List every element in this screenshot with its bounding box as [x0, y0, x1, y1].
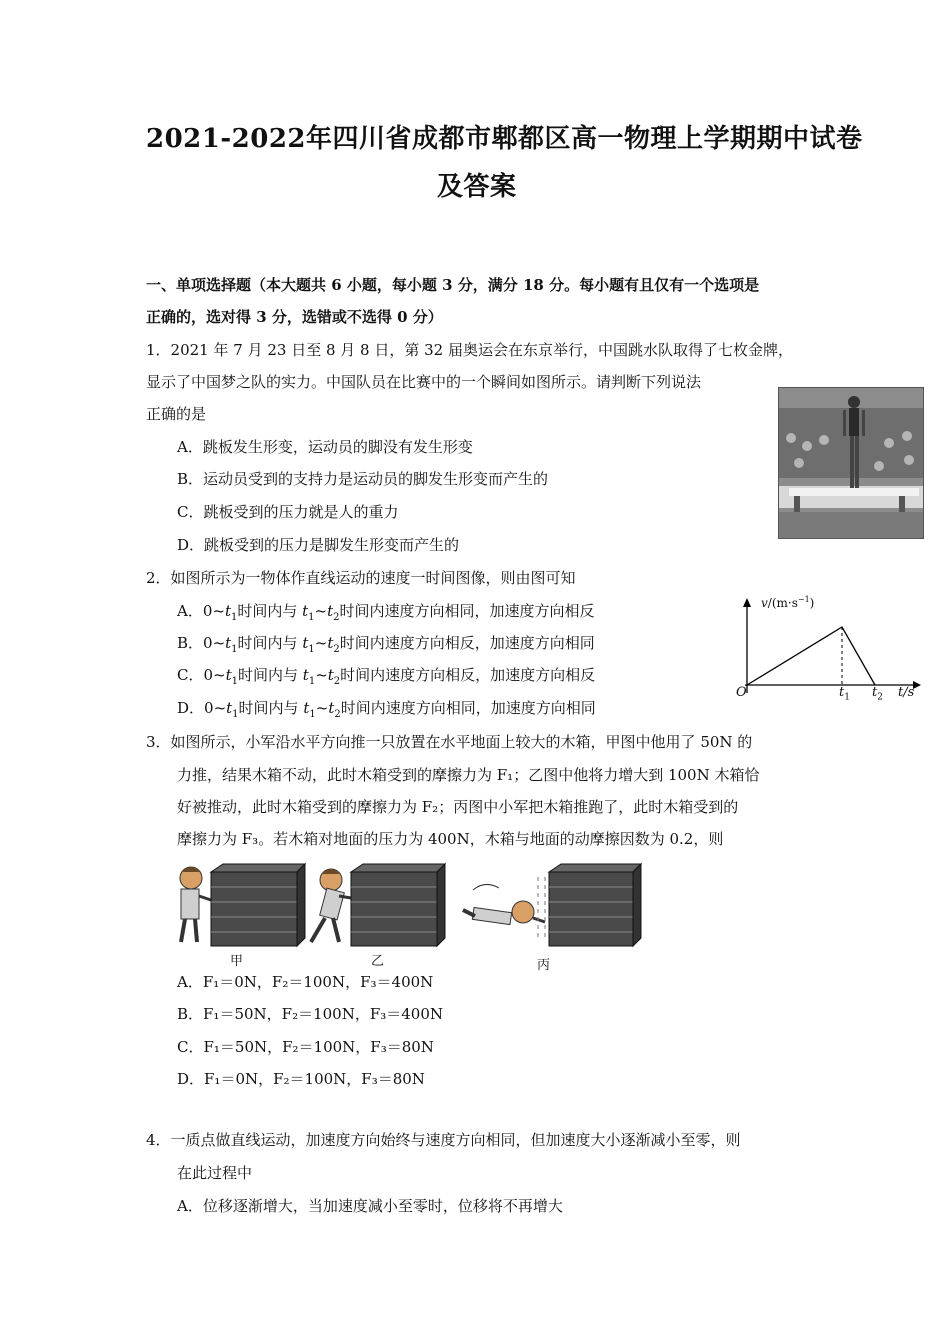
- t2-label: [872, 685, 883, 703]
- q3-option-d: D．F₁＝0N，F₂＝100N，F₃＝80N: [177, 1070, 425, 1088]
- q2-option-b: B．$0\sim t_1$时间内与 $t_1\sim t_2$时间内速度方向相反，加速度方向相同: [177, 634, 595, 655]
- q2-option-d: D．$0\sim t_1$时间内与 $t_1\sim t_2$时间内速度方向相同，加速度方向相同: [177, 699, 596, 720]
- page-title: 2021-2022年四川省成都市郫都区高一物理上学期期中试卷: [146, 124, 863, 154]
- t1-label: [839, 685, 850, 703]
- t1-subscript: 1: [230, 612, 238, 623]
- crate-icon: [538, 864, 641, 946]
- q3-stem: 3．如图所示，小军沿水平方向推一只放置在水平地面上较大的木箱，甲图中他用了 50N 的: [146, 733, 753, 751]
- t1-symbol: t: [226, 699, 233, 717]
- crate-illustrations: [173, 862, 643, 972]
- q2-option-a: A．$0\sim t_1$时间内与 $t_1\sim t_2$时间内速度方向相同，加速度方向相反: [177, 602, 595, 623]
- q2-option-b-label: B．0~: [177, 634, 226, 652]
- q2-option-b-mid: 时间内与: [237, 634, 303, 652]
- q4-option-a: A．位移逐渐增大，当加速度减小至零时，位移将不再增大: [177, 1197, 563, 1215]
- velocity-line: [747, 627, 875, 685]
- origin-label: O: [736, 685, 747, 700]
- t2-symbol: t: [327, 634, 334, 652]
- t1-subscript: 1: [308, 644, 315, 655]
- q4-stem: 4．一质点做直线运动，加速度方向始终与速度方向相同，但加速度大小逐渐减小至零，则: [146, 1131, 741, 1149]
- q2-option-a-end: 时间内速度方向相同，加速度方向相反: [339, 602, 595, 620]
- t1-symbol: t: [302, 634, 309, 652]
- x-axis-label: t/s: [898, 685, 915, 700]
- boy-falling-icon: [463, 884, 545, 924]
- t1-symbol: t: [225, 666, 232, 684]
- t2-tick: t: [872, 685, 878, 700]
- diving-photo: [778, 387, 924, 539]
- q1-stem-line3: 正确的是: [146, 405, 207, 423]
- q2-option-a-mid: 时间内与: [237, 602, 303, 620]
- t1-symbol: t: [225, 634, 232, 652]
- t1-symbol: t: [302, 602, 309, 620]
- q2-option-d-mid: 时间内与: [238, 699, 304, 717]
- boy-pushing-icon: [180, 867, 211, 942]
- q1-option-a: A．跳板发生形变，运动员的脚没有发生形变: [177, 438, 473, 456]
- velocity-time-graph: [735, 593, 925, 708]
- q4-stem-line2: 在此过程中: [177, 1164, 253, 1182]
- q1-stem: 1．2021 年 7 月 23 日至 8 月 8 日，第 32 届奥运会在东京举行，中国跳水队取得了七枚金牌，: [146, 341, 793, 359]
- caption-yi: 乙: [371, 954, 385, 969]
- q2-option-c: C．$0\sim t_1$时间内与 $t_1\sim t_2$时间内速度方向相反，加速度方向相反: [177, 666, 596, 687]
- q3-stem-line4: 摩擦力为 F₃。若木箱对地面的压力为 400N，木箱与地面的动摩擦因数为 0.2，则: [177, 830, 724, 848]
- t1-symbol: t: [224, 602, 231, 620]
- caption-jia: 甲: [230, 954, 244, 969]
- t2-symbol: t: [327, 602, 334, 620]
- q2-option-d-label: D．0~: [177, 699, 227, 717]
- t2-symbol: t: [328, 699, 335, 717]
- q2-option-c-mid: 时间内与: [238, 666, 303, 684]
- t2-subscript: 2: [334, 709, 341, 720]
- t2-tick-sub: 2: [877, 692, 883, 703]
- q2-option-b-end: 时间内速度方向相反，加速度方向相同: [339, 634, 595, 652]
- t2-subscript: 2: [333, 676, 341, 687]
- q2-option-a-label: A．0~: [177, 602, 225, 620]
- boy-straining-icon: [311, 869, 351, 942]
- t1-subscript: 1: [232, 709, 239, 720]
- t2-subscript: 2: [333, 644, 340, 655]
- t1-subscript: 1: [231, 676, 238, 687]
- y-axis-label: $v/(m\cdot s^{-1})$: [761, 595, 815, 610]
- q1-option-b: B．运动员受到的支持力是运动员的脚发生形变而产生的: [177, 470, 549, 488]
- t1-tick: t: [839, 685, 845, 700]
- t2-subscript: 2: [333, 612, 340, 623]
- page-title-line2: 及答案: [437, 172, 517, 202]
- t1-subscript: 1: [231, 644, 238, 655]
- q2-option-c-end: 时间内速度方向相反，加速度方向相反: [340, 666, 596, 684]
- q3-stem-line3: 好被推动，此时木箱受到的摩擦力为 F₂；丙图中小军把木箱推跑了，此时木箱受到的: [177, 798, 739, 816]
- caption-bing: 丙: [537, 958, 551, 973]
- q2-stem: 2．如图所示为一物体作直线运动的速度一时间图像，则由图可知: [146, 569, 576, 587]
- t1-subscript: 1: [308, 612, 315, 623]
- crate-icon: [211, 864, 305, 946]
- q3-option-b: B．F₁＝50N，F₂＝100N，F₃＝400N: [177, 1005, 444, 1023]
- t1-subscript: 1: [308, 676, 316, 687]
- crate-icon: [351, 864, 445, 946]
- section-header-line2: 正确的，选对得 3 分，选错或不选得 0 分）: [146, 308, 443, 326]
- y-axis-arrow: [743, 598, 751, 607]
- t1-subscript: 1: [309, 709, 316, 720]
- q2-option-d-end: 时间内速度方向相同，加速度方向相同: [340, 699, 596, 717]
- t1-symbol: t: [302, 666, 309, 684]
- t1-symbol: t: [303, 699, 310, 717]
- t1-tick-sub: 1: [844, 692, 850, 703]
- section-header: 一、单项选择题（本大题共 6 小题，每小题 3 分，满分 18 分。每小题有且仅有一个选项是: [146, 276, 760, 294]
- q1-option-d: D．跳板受到的压力是脚发生形变而产生的: [177, 536, 460, 554]
- q3-option-a: A．F₁＝0N，F₂＝100N，F₃＝400N: [177, 973, 434, 991]
- q3-stem-line2: 力推，结果木箱不动，此时木箱受到的摩擦力为 F₁；乙图中他将力增大到 100N 木箱恰: [177, 766, 760, 784]
- diver-illustration: [779, 388, 923, 538]
- q1-stem-line2: 显示了中国梦之队的实力。中国队员在比赛中的一个瞬间如图所示。请判断下列说法: [146, 373, 702, 391]
- t2-symbol: t: [327, 666, 334, 684]
- q2-option-c-label: C．0~: [177, 666, 226, 684]
- q3-option-c: C．F₁＝50N，F₂＝100N，F₃＝80N: [177, 1038, 434, 1056]
- q1-option-c: C．跳板受到的压力就是人的重力: [177, 503, 399, 521]
